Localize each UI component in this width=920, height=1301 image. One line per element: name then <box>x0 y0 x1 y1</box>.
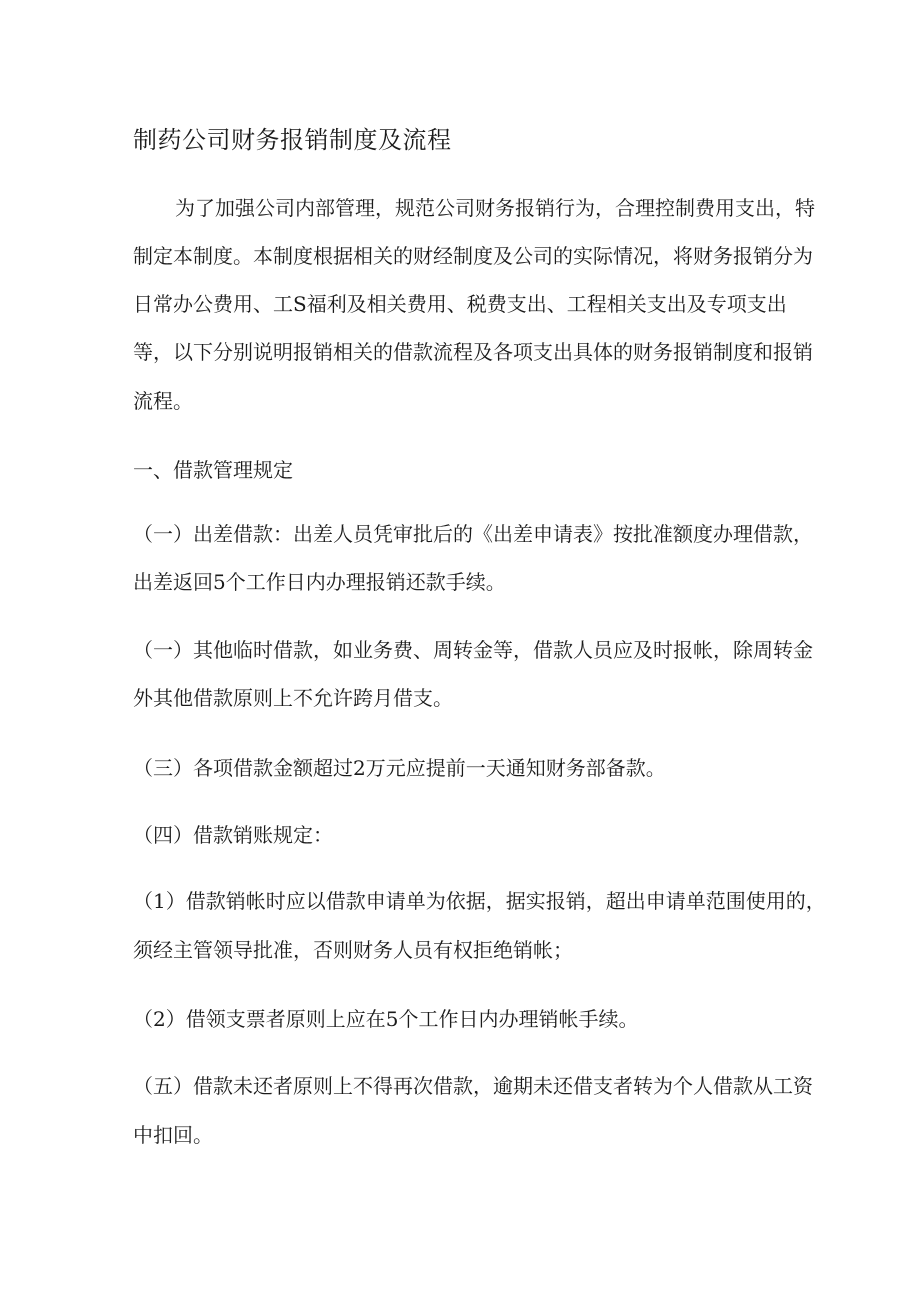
section-heading: 一、借款管理规定 <box>133 458 293 482</box>
item-2-line-1: （一）其他临时借款，如业务费、周转金等，借款人员应及时报帐，除周转金 <box>133 638 813 662</box>
item-1-line-2: 出差返回5个工作日内办理报销还款手续。 <box>133 570 506 594</box>
intro-line-5: 流程。 <box>133 389 193 413</box>
sub-item-1-line-2: 须经主管领导批准，否则财务人员有权拒绝销帐； <box>133 938 573 962</box>
intro-line-2: 制定本制度。本制度根据相关的财经制度及公司的实际情况，将财务报销分为 <box>133 244 813 268</box>
item-1-line-1: （一）出差借款：出差人员凭审批后的《出差申请表》按批准额度办理借款， <box>133 522 813 546</box>
intro-line-1: 为了加强公司内部管理，规范公司财务报销行为，合理控制费用支出，特 <box>175 196 815 220</box>
item-2-line-2: 外其他借款原则上不允许跨月借支。 <box>133 686 453 710</box>
item-5-line-2: 中扣回。 <box>133 1123 213 1147</box>
document-title: 制药公司财务报销制度及流程 <box>133 126 452 154</box>
sub-item-1-line-1: （1）借款销帐时应以借款申请单为依据，据实报销，超出申请单范围使用的， <box>133 889 826 913</box>
item-5-line-1: （五）借款未还者原则上不得再次借款，逾期未还借支者转为个人借款从工资 <box>133 1074 813 1098</box>
item-3: （三）各项借款金额超过2万元应提前一天通知财务部备款。 <box>133 756 666 780</box>
sub-item-2: （2）借领支票者原则上应在5个工作日内办理销帐手续。 <box>133 1007 639 1031</box>
intro-line-4: 等，以下分别说明报销相关的借款流程及各项支出具体的财务报销制度和报销 <box>133 340 813 364</box>
intro-line-3: 日常办公费用、工S福利及相关费用、税费支出、工程相关支出及专项支出 <box>133 292 787 316</box>
item-4: （四）借款销账规定： <box>133 823 333 847</box>
